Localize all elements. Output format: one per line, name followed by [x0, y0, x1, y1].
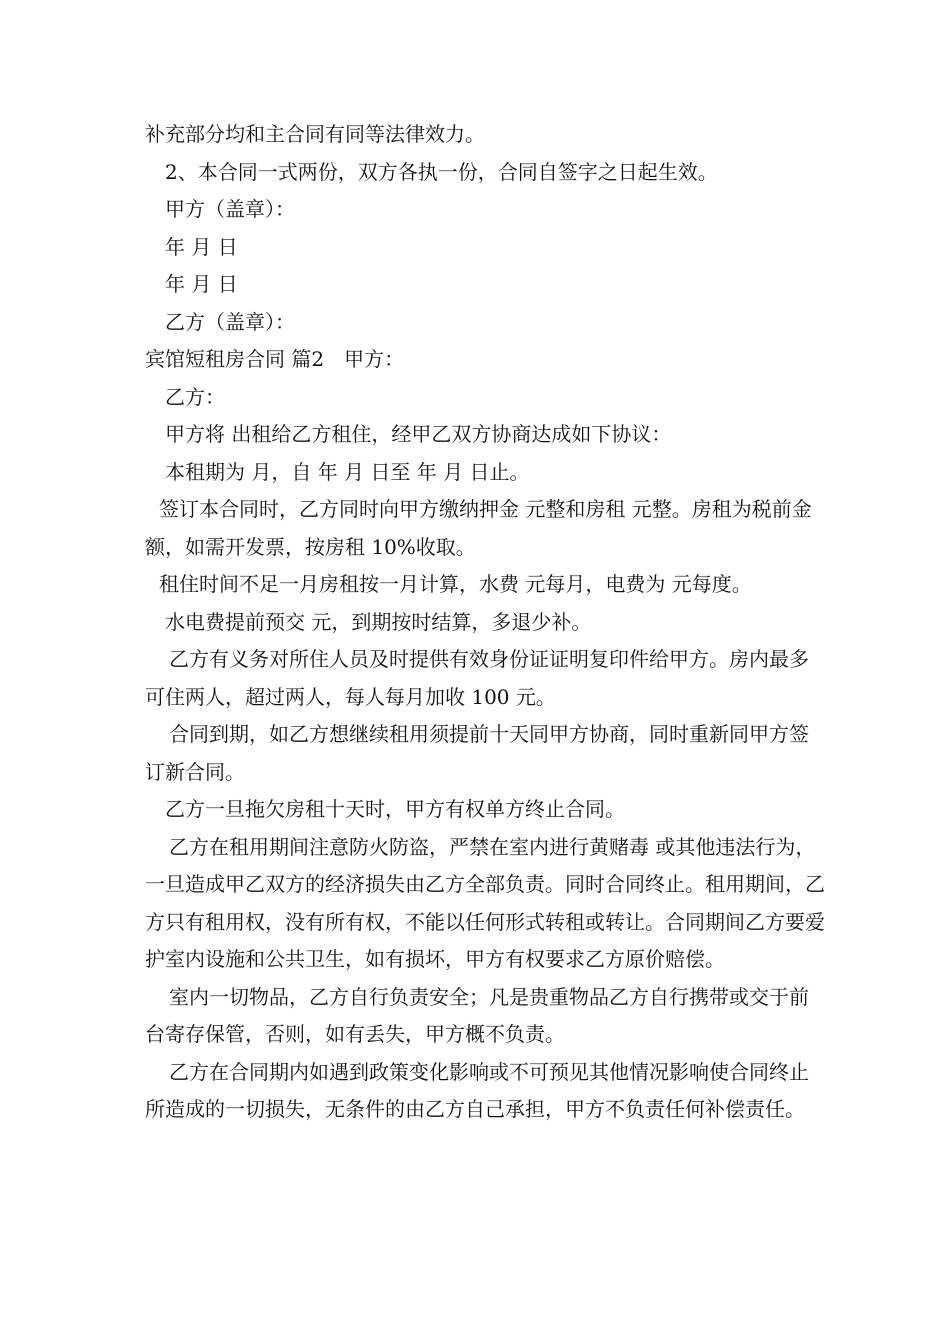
date-line: 年 月 日 — [165, 272, 238, 296]
paragraph: 乙方： — [165, 384, 225, 409]
paragraph: 水电费提前预交 元，到期按时结算，多退少补。 — [165, 609, 592, 634]
paragraph: 乙方一旦拖欠房租十天时，甲方有权单方终止合同。 — [165, 797, 625, 821]
paragraph: 签订本合同时，乙方同时向甲方缴纳押金 元整和房租 元整。房租为税前金额，如需开发票，按房租 10%收取。 — [145, 497, 812, 559]
paragraph: 2、本合同一式两份，双方各执一份，合同自签字之日起生效。 — [165, 159, 718, 184]
paragraph: 乙方在合同期内如遇到政策变化影响或不可预见其他情况影响使合同终止所造成的一切损失，无条件的由乙方自己承担，甲方不负责任何补偿责任。 — [145, 1059, 809, 1121]
paragraph: 租住时间不足一月房租按一月计算，水费 元每月，电费为 元每度。 — [159, 572, 752, 596]
document-page — [145, 116, 825, 1129]
paragraph: 室内一切物品，乙方自行负责安全；凡是贵重物品乙方自行携带或交于前台寄存保管，否则，如有丢失，甲方概不负责。 — [145, 984, 809, 1046]
paragraph: 甲方将 出租给乙方租住，经甲乙双方协商达成如下协议： — [165, 422, 672, 446]
date-line: 年 月 日 — [165, 234, 238, 259]
paragraph: 补充部分均和主合同有同等法律效力。 — [145, 122, 485, 146]
signature-party-b: 乙方（盖章）： — [165, 309, 295, 334]
paragraph: 合同到期，如乙方想继续租用须提前十天同甲方协商，同时重新同甲方签订新合同。 — [145, 722, 809, 784]
paragraph: 乙方有义务对所住人员及时提供有效身份证证明复印件给甲方。房内最多可住两人，超过两人，每人每月加收 100 元。 — [145, 647, 809, 709]
paragraph: 乙方在租用期间注意防火防盗，严禁在室内进行黄赌毒 或其他违法行为，一旦造成甲乙双方的经济损失由乙方全部负责。同时合同终止。租用期间，乙方只有租用权，没有所有权，不能以任何形式转租或转让。合同期间乙方要爱护室内设施和公共卫生，如有损坏，甲方有权要求乙方原价赔偿。 — [145, 834, 825, 971]
paragraph: 本租期为 月，自 年 月 日至 年 月 日止。 — [165, 459, 530, 484]
section-heading: 宾馆短租房合同 篇2 甲方： — [145, 347, 405, 371]
signature-party-a: 甲方（盖章）： — [165, 197, 295, 221]
